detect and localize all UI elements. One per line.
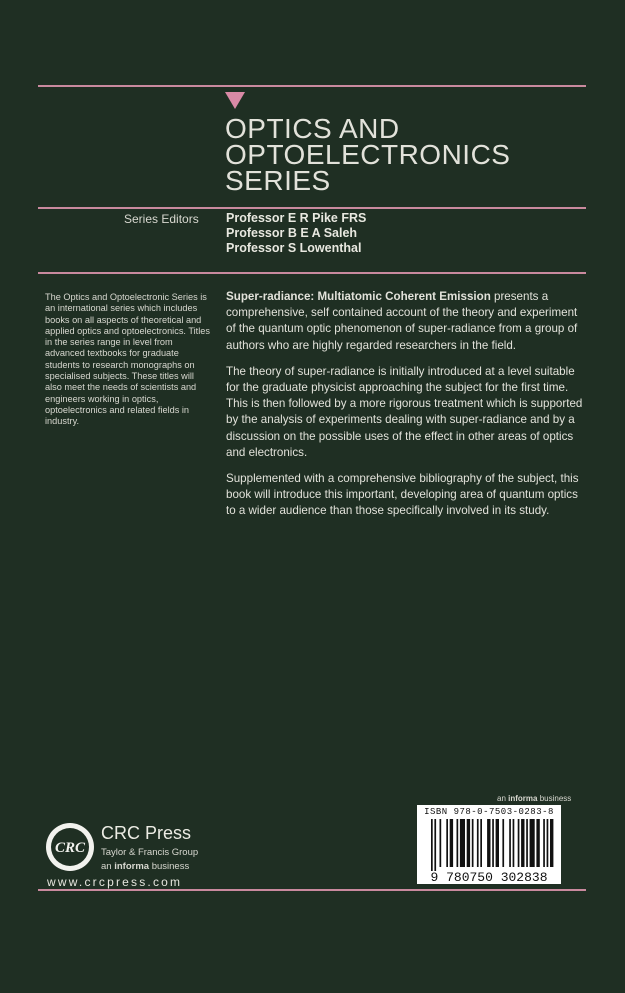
barcode-bar: [513, 819, 515, 867]
barcode-bar: [547, 819, 549, 867]
series-blurb: The Optics and Optoelectronic Series is an international series which includes books on all aspects of theoretical and applied optics and optoelectronics. Titles in the series range in level from advanced textbooks for graduate students to research monographs on specialised subjects. These titles will also meet the needs of scientists and engineers working in optics, optoelectronics and related fields in industry.: [45, 292, 210, 427]
description-paragraph: Supplemented with a comprehensive bibliography of the subject, this book will introduce this important, developing area of quantum optics to a wider audience than those specifically involved in its study.: [226, 472, 579, 518]
series-title-line: SERIES: [225, 165, 331, 196]
barcode-bar: [543, 819, 545, 867]
informa-suffix: business: [149, 861, 190, 872]
bottom-rule: [38, 889, 586, 891]
barcode-bar: [457, 819, 459, 867]
barcode: [417, 805, 561, 884]
barcode-bar: [521, 819, 524, 867]
isbn-text: ISBN 978-0-7503-0283-8: [424, 807, 554, 817]
barcode-bar: [446, 819, 448, 867]
informa-business-note: [497, 794, 571, 803]
top-rule: [38, 85, 586, 87]
informa-prefix: an: [497, 794, 509, 803]
series-title-line: OPTICS AND: [225, 113, 400, 144]
barcode-bar: [480, 819, 482, 867]
barcode-bar: [487, 819, 490, 867]
barcode-bar: [536, 819, 539, 867]
barcode-bar: [434, 819, 436, 871]
title-rule: [38, 207, 586, 209]
barcode-bar: [440, 819, 442, 867]
informa-word: informa: [508, 794, 538, 803]
barcode-bar: [526, 819, 528, 867]
barcode-bars: [431, 819, 553, 871]
barcode-bar: [431, 819, 433, 871]
barcode-bar: [477, 819, 479, 867]
barcode-bar: [530, 819, 535, 867]
informa-suffix: business: [537, 794, 572, 803]
series-editors-label: Series Editors: [124, 212, 199, 226]
description-paragraph: The theory of super-radiance is initially introduced at a level suitable for the graduate physicist approaching the subject for the first time. This is then followed by a more rigorous treatment which is supported by the analysis of experiments dealing with super-radiance and by a discussion on the possible uses of the effect in other areas of optics and electronics.: [226, 364, 583, 459]
book-title: Super-radiance: Multiatomic Coherent Emission: [226, 290, 491, 303]
description-paragraph: [226, 289, 588, 354]
editor-name: Professor E R Pike FRS: [226, 211, 367, 225]
editor-name: Professor S Lowenthal: [226, 241, 362, 255]
barcode-bar: [467, 819, 470, 867]
editor-name: Professor B E A Saleh: [226, 226, 358, 240]
crc-logo-icon: [45, 822, 95, 872]
crc-logo-text: CRC: [54, 840, 86, 856]
barcode-bar: [496, 819, 499, 867]
barcode-bar: [502, 819, 504, 867]
publisher-informa: [101, 861, 189, 872]
publisher-url[interactable]: www.crcpress.com: [47, 875, 183, 889]
barcode-bar: [492, 819, 494, 867]
book-description: [226, 289, 588, 530]
triangle-icon: [225, 92, 245, 109]
barcode-digits: 9 780750 302838: [430, 870, 548, 884]
publisher-group: Taylor & Francis Group: [101, 847, 199, 858]
editors-rule: [38, 272, 586, 274]
series-title-line: OPTOELECTRONICS: [225, 139, 511, 170]
informa-word: informa: [114, 861, 150, 872]
series-editors: [226, 211, 366, 256]
barcode-bar: [450, 819, 453, 867]
barcode-bar: [472, 819, 474, 867]
barcode-bar: [460, 819, 465, 867]
publisher-name: CRC Press: [101, 823, 192, 843]
barcode-bar: [518, 819, 520, 867]
barcode-bar: [550, 819, 553, 867]
barcode-bar: [509, 819, 511, 867]
informa-prefix: an: [101, 861, 115, 872]
series-title: [225, 113, 511, 196]
description-text: presents a comprehensive, self contained account of the theory and experiment of the quantum optic phenomenon of super-radiance from a group of authors who are highly regarded researchers in the field.: [226, 290, 578, 352]
